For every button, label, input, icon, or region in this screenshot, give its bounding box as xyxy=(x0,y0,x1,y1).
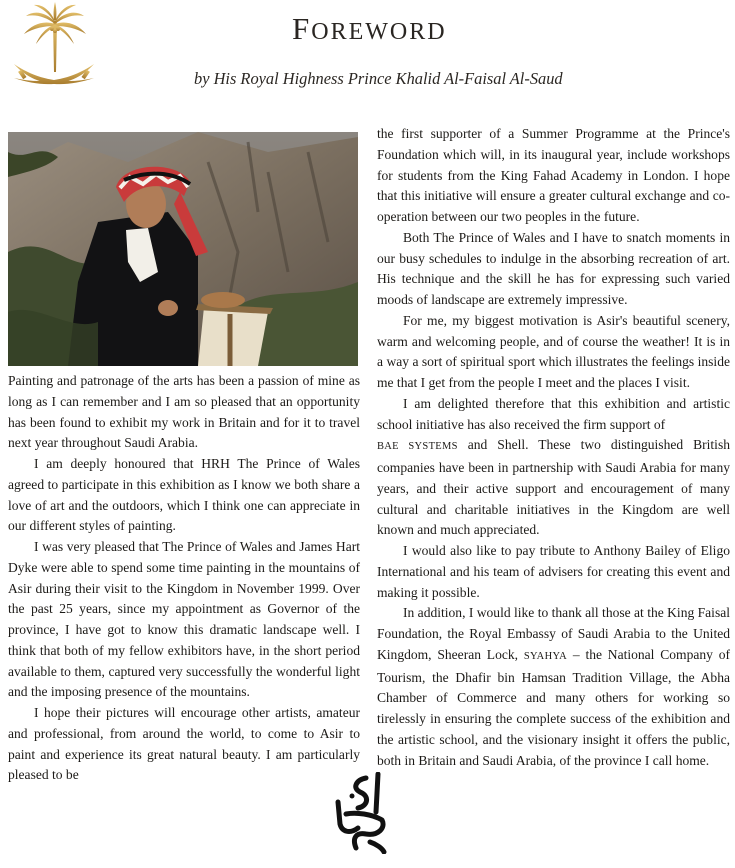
byline: by His Royal Highness Prince Khalid Al-Faisal Al-Saud xyxy=(194,69,563,88)
paragraph: For me, my biggest motivation is Asir's beautiful scenery, warm and welcoming people, and of course the weather! It is in a way a sort of spiritual sport which illustrates the feelings inside me that I get from the people I meet and the places I visit. xyxy=(377,312,730,390)
title-rest: OREWORD xyxy=(311,19,447,45)
paragraph: I would also like to pay tribute to Anthony Bailey of Eligo International and his team of advisers for creating this event and making it possible. xyxy=(377,543,730,600)
paragraph: I was very pleased that The Prince of Wales and James Hart Dyke were able to spend some time painting in the mountains of Asir during their visit to the Kingdom in November 1999. Over the past 25 years, since my appointment as Governor of the province, I have got to know this dramatic landscape well. I think that both of my fellow exhibitors have, in the short period available to them, captured very successfully the wonderful light and the imposing presence of the mountains. xyxy=(8,539,360,700)
paragraph-text: – the National Company of Tourism, the Dhafir bin Hamsan Tradition Village, the Abha Chamber of Commerce and many others for working so tirelessly in ensuring the complete success of the exhibition and the artistic school, and the visionary insight it offers the public, both in Britain and Saudi Arabia, of the province I call home. xyxy=(377,646,731,768)
paragraph: Painting and patronage of the arts has been a passion of mine as long as I can remember and I am so pleased that an opportunity has been found to exhibit my work in Britain and for it to travel next year throughout Saudi Arabia. xyxy=(8,373,360,451)
left-text-column xyxy=(8,371,360,786)
page-title xyxy=(292,11,447,47)
title-initial: F xyxy=(292,11,312,46)
right-text-column xyxy=(377,124,730,771)
paragraph-text: In addition, I would like to thank all those at the King Faisal Foundation, the Royal Embassy of Saudi Arabia to the United Kingdom, Sheeran Lock, xyxy=(377,605,730,662)
paragraph: Both The Prince of Wales and I have to snatch moments in our busy schedules to indulge in the absorbing recreation of art. His technique and the skill he has for expressing such varied moods of landscape are extremely impressive. xyxy=(377,229,730,307)
company-name: BAE SYSTEMS xyxy=(377,441,458,453)
paragraph: I hope their pictures will encourage other artists, amateur and professional, from around the world, to come to Asir to paint and experience its great natural beauty. I am particularly pleased to be xyxy=(8,705,360,783)
paragraph: the first supporter of a Summer Programme at the Prince's Foundation which will, in its inaugural year, include workshops for students from the King Fahad Academy in London. I hope that this initiative will ensure a greater cultural exchange and co-operation between our two peoples in the future. xyxy=(377,126,730,224)
paragraph xyxy=(377,603,730,771)
arabic-signature-icon xyxy=(326,772,396,854)
paragraph: I am deeply honoured that HRH The Prince of Wales agreed to participate in this exhibition as I know we both share a love of art and the outdoors, which I think one can appreciate in our different styles of painting. xyxy=(8,456,360,534)
paragraph-text: and Shell. These two distinguished British companies have been in partnership with Saudi Arabia for many years, and their active support and encouragement of many cultural and charitable initiatives in the Kingdom are well known and much appreciated. xyxy=(377,437,730,538)
prince-painting-photo xyxy=(8,132,358,366)
paragraph-text: I am delighted therefore that this exhibition and artistic school initiative has also received the firm support of xyxy=(377,395,730,432)
palm-swords-emblem-icon xyxy=(8,2,100,102)
company-name: SYAHYA xyxy=(523,650,568,662)
paragraph xyxy=(377,394,730,541)
